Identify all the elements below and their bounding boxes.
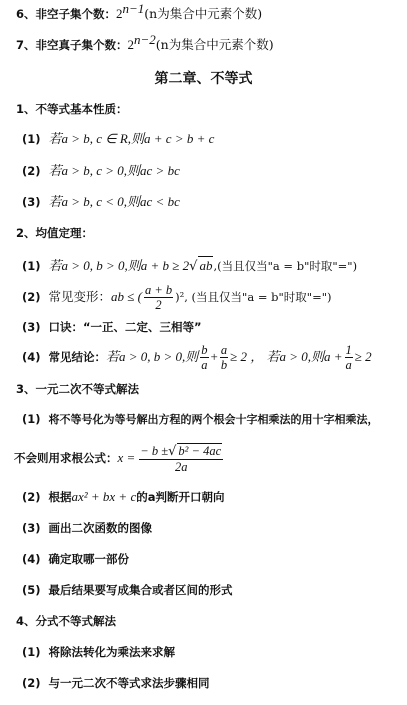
item-text: 将不等号化为等号解出方程的两个根会十字相乘法的用十字相乘法，	[48, 413, 379, 426]
list-item	[22, 674, 209, 692]
section-heading: 4、分式不等式解法	[16, 614, 117, 628]
chapter-title: 第二章、不等式	[154, 71, 253, 87]
item-text: ≥ 2 ， 若a > 0,则a +	[230, 349, 343, 364]
item-number: (2)	[22, 290, 41, 304]
fraction	[200, 343, 208, 372]
sqrt-sign: √	[168, 444, 177, 459]
fraction	[345, 343, 353, 372]
nonempty-subset-count	[16, 1, 263, 23]
item-text: 口诀：“一正、二定、三相等”	[48, 320, 202, 334]
item-text: 若a > b, c < 0,则ac < bc	[48, 194, 180, 209]
sqrt-sign: √	[189, 259, 198, 274]
item-number: (2)	[22, 164, 41, 178]
nonempty-proper-subset-count	[16, 32, 274, 54]
list-item	[22, 162, 180, 180]
item-text: ≥ 2	[354, 349, 372, 364]
item-text: ab ≤ (	[110, 289, 142, 304]
fraction-denominator: a	[201, 358, 208, 372]
quadratic-formula	[139, 443, 223, 474]
fraction-denominator: b	[220, 358, 228, 372]
item-note: (n为集合中元素个数)	[155, 37, 274, 52]
item-text: 若a > 0, b > 0,则	[105, 349, 199, 364]
fraction-numerator: a + b	[144, 283, 173, 297]
plus-sign: +	[210, 349, 218, 364]
section-heading: 1、不等式基本性质：	[16, 102, 128, 116]
section-heading: 3、一元二次不等式解法	[16, 382, 140, 396]
power-exponent: n−1	[122, 1, 145, 16]
fraction-denominator: 2	[155, 298, 162, 312]
item-text: 若a > b, c ∈ R,则a + c > b + c	[48, 131, 215, 146]
fraction-numerator	[139, 443, 223, 460]
item-note: (n为集合中元素个数)	[144, 6, 263, 21]
list-item	[22, 519, 152, 537]
item-text: 确定取哪一部份	[48, 552, 129, 566]
item-label: 常见结论：	[48, 350, 106, 364]
sqrt-radicand: ab	[199, 258, 213, 273]
fraction	[220, 343, 228, 372]
formula-numerator-text: − b ±	[140, 444, 169, 458]
list-item	[22, 340, 372, 374]
item-number: (3)	[22, 195, 41, 209]
list-item	[22, 193, 180, 211]
item-condition: )², (当且仅当"a = b"时取"=")	[175, 290, 332, 304]
list-item	[22, 282, 331, 312]
formula-label: 不会则用求根公式：	[14, 451, 118, 465]
item-text: 的a判断开口朝向	[136, 490, 225, 504]
item-number: (2)	[22, 676, 41, 690]
fraction-denominator: a	[345, 358, 352, 372]
quadratic-formula-line	[14, 438, 225, 478]
item-number: (1)	[22, 132, 41, 146]
item-expression: ax² + bx + c	[71, 489, 137, 504]
power-base: 2	[127, 37, 135, 52]
formula-lhs: x =	[117, 450, 136, 465]
list-item	[22, 410, 378, 429]
item-label: 7、非空真子集个数：	[16, 38, 128, 52]
item-number: (2)	[22, 490, 41, 504]
fraction-numerator: b	[201, 343, 208, 357]
item-text: 根据	[48, 490, 72, 504]
section-heading: 2、均值定理：	[16, 226, 94, 240]
item-text: 画出二次函数的图像	[48, 521, 152, 535]
list-item	[22, 256, 357, 276]
item-text: 与一元二次不等式求法步骤相同	[48, 676, 210, 690]
sqrt-radicand: b² − 4ac	[178, 444, 222, 458]
item-condition: ,(当且仅当"a = b"时取"=")	[213, 259, 358, 273]
item-number: (3)	[22, 320, 41, 334]
fraction-denominator: 2a	[174, 460, 188, 474]
item-number: (3)	[22, 521, 41, 535]
fraction	[144, 283, 173, 312]
power-exponent: n−2	[134, 32, 156, 47]
list-item	[22, 581, 232, 599]
item-text: 若a > b, c > 0,则ac > bc	[48, 163, 180, 178]
item-number: (1)	[22, 412, 41, 426]
list-item	[22, 550, 129, 568]
item-text: 若a > 0, b > 0,则a + b ≥ 2	[48, 258, 190, 273]
item-number: (4)	[22, 552, 41, 566]
list-item	[22, 130, 214, 148]
item-label: 6、非空子集个数：	[16, 7, 117, 21]
item-number: (1)	[22, 645, 41, 659]
item-number: (4)	[22, 350, 41, 364]
list-item	[22, 643, 175, 661]
power-base: 2	[116, 6, 123, 21]
item-number: (5)	[22, 583, 41, 597]
item-number: (1)	[22, 259, 41, 273]
list-item	[22, 488, 225, 506]
item-text: 最后结果要写成集合或者区间的形式	[48, 583, 233, 597]
fraction-numerator: 1	[345, 343, 352, 357]
list-item	[22, 318, 202, 336]
fraction-numerator: a	[220, 343, 228, 357]
item-text: 将除法转化为乘法来求解	[48, 645, 175, 659]
item-label: 常见变形：	[48, 289, 111, 304]
